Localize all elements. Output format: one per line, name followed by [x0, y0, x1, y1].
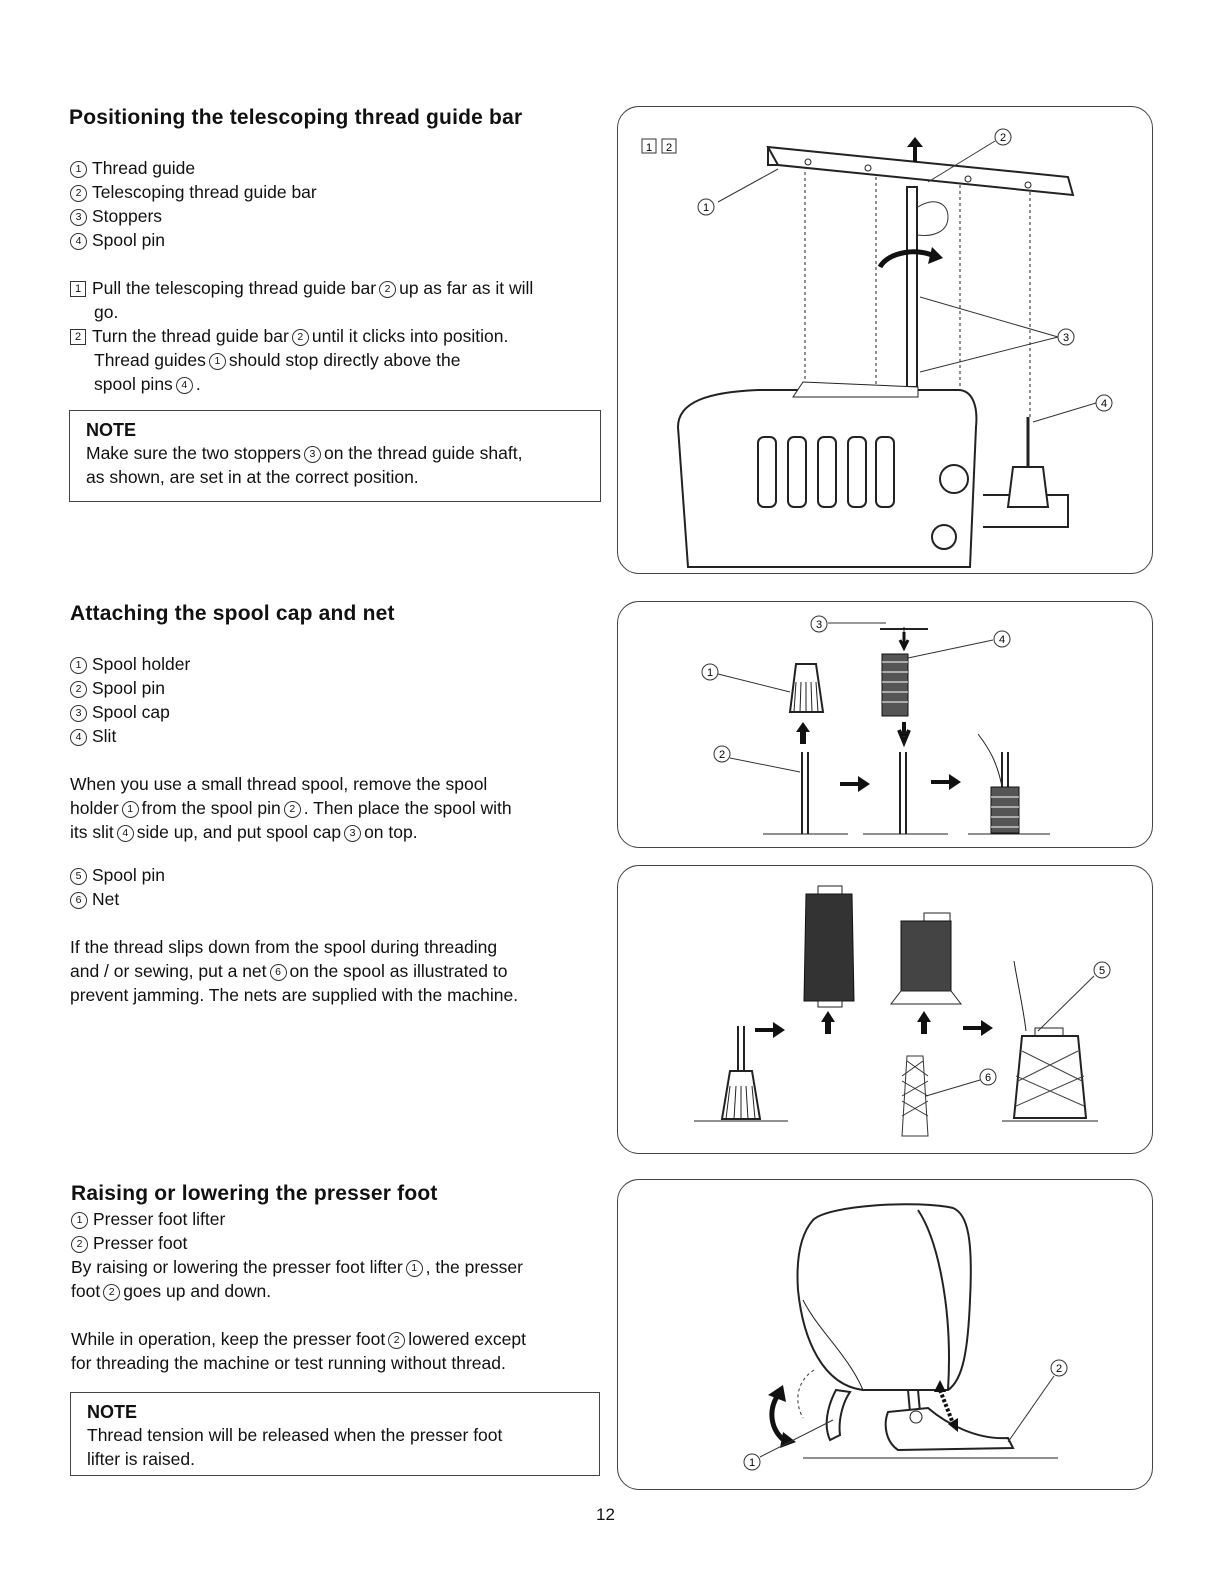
section-title-presser-foot: Raising or lowering the presser foot — [71, 1182, 438, 1205]
parts-list-presser-foot: 1 Presser foot lifter 2 Presser foot By raising or lowering the presser foot lifter 1 , the presser foot 2 goes up and down. — [71, 1209, 523, 1301]
callout-1: 1 — [702, 202, 710, 214]
spool-net-illustration — [618, 866, 1154, 1155]
list-item: 2 Spool pin — [70, 676, 190, 700]
note-box-tension — [70, 1392, 600, 1476]
fig-step-1: 1 — [645, 142, 653, 154]
parts-list-spool-cap — [70, 652, 190, 748]
figure-presser-foot — [617, 1179, 1153, 1490]
page-number: 12 — [596, 1505, 615, 1524]
callout-2: 2 — [1055, 1363, 1063, 1375]
figure-spool-cap — [617, 601, 1153, 848]
figure-thread-guide-bar — [617, 106, 1153, 574]
callout-2: 2 — [718, 749, 726, 761]
spool-cap-illustration — [618, 602, 1154, 849]
callout-3: 3 — [1062, 332, 1070, 344]
step-1-cont: go. — [94, 302, 119, 322]
callout-1: 1 — [706, 667, 714, 679]
presser-foot-illustration — [618, 1180, 1154, 1491]
paragraph-operation: While in operation, keep the presser foot 2 lowered except for threading the machine or test running without thread. — [71, 1329, 526, 1373]
step-2-cont: Thread guides 1 should stop directly above the — [94, 350, 461, 370]
step-2: 2 Turn the thread guide bar 2 until it clicks into position. — [70, 324, 533, 348]
note-text-cont: as shown, are set in at the correct position. — [86, 467, 419, 487]
note-title: NOTE — [87, 1402, 138, 1422]
list-item: 1 Presser foot lifter — [71, 1207, 523, 1231]
callout-4: 4 — [1100, 398, 1108, 410]
list-item: 1 Spool holder — [70, 652, 190, 676]
note-text-cont: lifter is raised. — [87, 1449, 195, 1469]
step-1: 1 Pull the telescoping thread guide bar 2 up as far as it will — [70, 276, 533, 300]
note-title: NOTE — [86, 420, 137, 440]
note-box-stoppers — [69, 410, 601, 502]
list-item: 3 Stoppers — [70, 204, 317, 228]
parts-list-thread-guide — [70, 156, 317, 252]
section-title-spool-cap: Attaching the spool cap and net — [70, 602, 395, 625]
list-item: 6 Net — [70, 887, 165, 911]
list-item: 2 Telescoping thread guide bar — [70, 180, 317, 204]
callout-5: 5 — [1098, 965, 1106, 977]
list-item: 2 Presser foot — [71, 1231, 523, 1255]
list-item: 4 Slit — [70, 724, 190, 748]
section-title-thread-guide-bar: Positioning the telescoping thread guide bar — [69, 106, 523, 129]
callout-2: 2 — [999, 132, 1007, 144]
parts-list-net — [70, 863, 165, 911]
callout-3: 3 — [815, 619, 823, 631]
list-item: 5 Spool pin — [70, 863, 165, 887]
list-item: 4 Spool pin — [70, 228, 317, 252]
steps-thread-guide — [70, 276, 533, 396]
callout-6: 6 — [984, 1072, 992, 1084]
list-item: 1 Thread guide — [70, 156, 317, 180]
thread-guide-illustration — [618, 107, 1154, 575]
note-text: Make sure the two stoppers 3 on the thread guide shaft, — [86, 443, 523, 463]
step-2-cont2: spool pins 4 . — [94, 374, 201, 394]
paragraph-small-spool: When you use a small thread spool, remove the spool holder 1 from the spool pin 2 . Then place the spool with its slit 4 side up, and put spool cap 3 on top. — [70, 774, 512, 842]
note-text: Thread tension will be released when the presser foot — [87, 1425, 503, 1445]
paragraph-net: If the thread slips down from the spool during threading and / or sewing, put a net 6 on the spool as illustrated to prevent jamming. The nets are supplied with the machine. — [70, 937, 519, 1005]
callout-4: 4 — [998, 634, 1006, 646]
list-item: 3 Spool cap — [70, 700, 190, 724]
callout-1: 1 — [748, 1457, 756, 1469]
fig-step-2: 2 — [665, 142, 673, 154]
figure-spool-net — [617, 865, 1153, 1154]
